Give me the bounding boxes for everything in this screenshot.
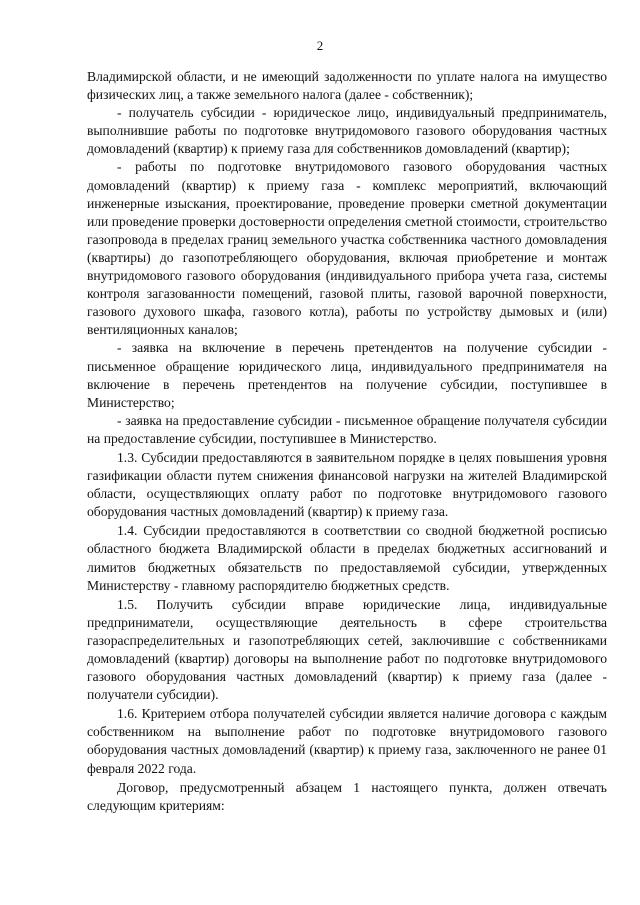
paragraph-continuation: Владимирской области, и не имеющий задолженности по уплате налога на имущество физических лиц, а также земельного налога (далее - собственник); bbox=[87, 69, 607, 103]
paragraph-definition-subsidy-request: - заявка на предоставление субсидии - письменное обращение получателя субсидии на предоставление субсидии, поступившее в Министерство. bbox=[87, 412, 607, 446]
page-number: 2 bbox=[316, 38, 324, 53]
document-body bbox=[87, 68, 607, 815]
paragraph-definition-works: - работы по подготовке внутридомового газового оборудования частных домовладений (квартир) к приему газа - комплекс мероприятий, включающий инженерные изыскания, проектирование, проведение проверки сметной документации или проведение проверки достоверности определения сметной стоимости, строительство газопровода в пределах границ земельного участка собственника частного домовладения (квартиры) до газопотребляющего оборудования, включая приобретение и монтаж внутридомового газового оборудования (индивидуального прибора учета газа, системы контроля загазованности помещений, газовой плиты, газовой варочной поверхности, газового духового шкафа, газового котла), работы по устройству дымовых и (или) вентиляционных каналов; bbox=[87, 159, 607, 338]
paragraph-clause-1-4: 1.4. Субсидии предоставляются в соответствии со сводной бюджетной росписью областного бюджета Владимирской области в пределах бюджетных ассигнований и лимитов бюджетных обязательств по предоставляемой субсидии, утвержденных Министерству - главному распорядителю бюджетных средств. bbox=[87, 523, 607, 593]
paragraph-definition-inclusion-request: - заявка на включение в перечень претендентов на получение субсидии - письменное обращение юридического лица, индивидуального предпринимателя на включение в перечень претендентов на получение субсидии, поступившее в Министерство; bbox=[87, 340, 607, 410]
paragraph-definition-recipient: - получатель субсидии - юридическое лицо, индивидуальный предприниматель, выполнившие работы по подготовке внутридомового газового оборудования частных домовладений (квартир) к приему газа для собственников домовладений (квартир); bbox=[87, 105, 607, 157]
paragraph-clause-1-6: 1.6. Критерием отбора получателей субсидии является наличие договора с каждым собственником на выполнение работ по подготовке внутридомового газового оборудования частных домовладений (квартир) к приему газа, заключенного не ранее 01 февраля 2022 года. bbox=[87, 706, 607, 776]
paragraph-clause-1-5: 1.5. Получить субсидии вправе юридические лица, индивидуальные предприниматели, осуществляющие деятельность в сфере строительства газораспределительных и газопотребляющих сетей, заключившие с собственниками домовладений (квартир) договоры на выполнение работ по подготовке внутридомового газового оборудования частных домовладений (квартир) к приему газа (далее - получатели субсидии). bbox=[87, 596, 607, 703]
paragraph-contract-criteria: Договор, предусмотренный абзацем 1 настоящего пункта, должен отвечать следующим критериям: bbox=[87, 779, 607, 813]
paragraph-clause-1-3: 1.3. Субсидии предоставляются в заявительном порядке в целях повышения уровня газификации области путем снижения финансовой нагрузки на жителей Владимирской области, осуществляющих оплату работ по подготовке внутридомового газового оборудования частных домовладений (квартир) к приему газа. bbox=[87, 449, 607, 520]
